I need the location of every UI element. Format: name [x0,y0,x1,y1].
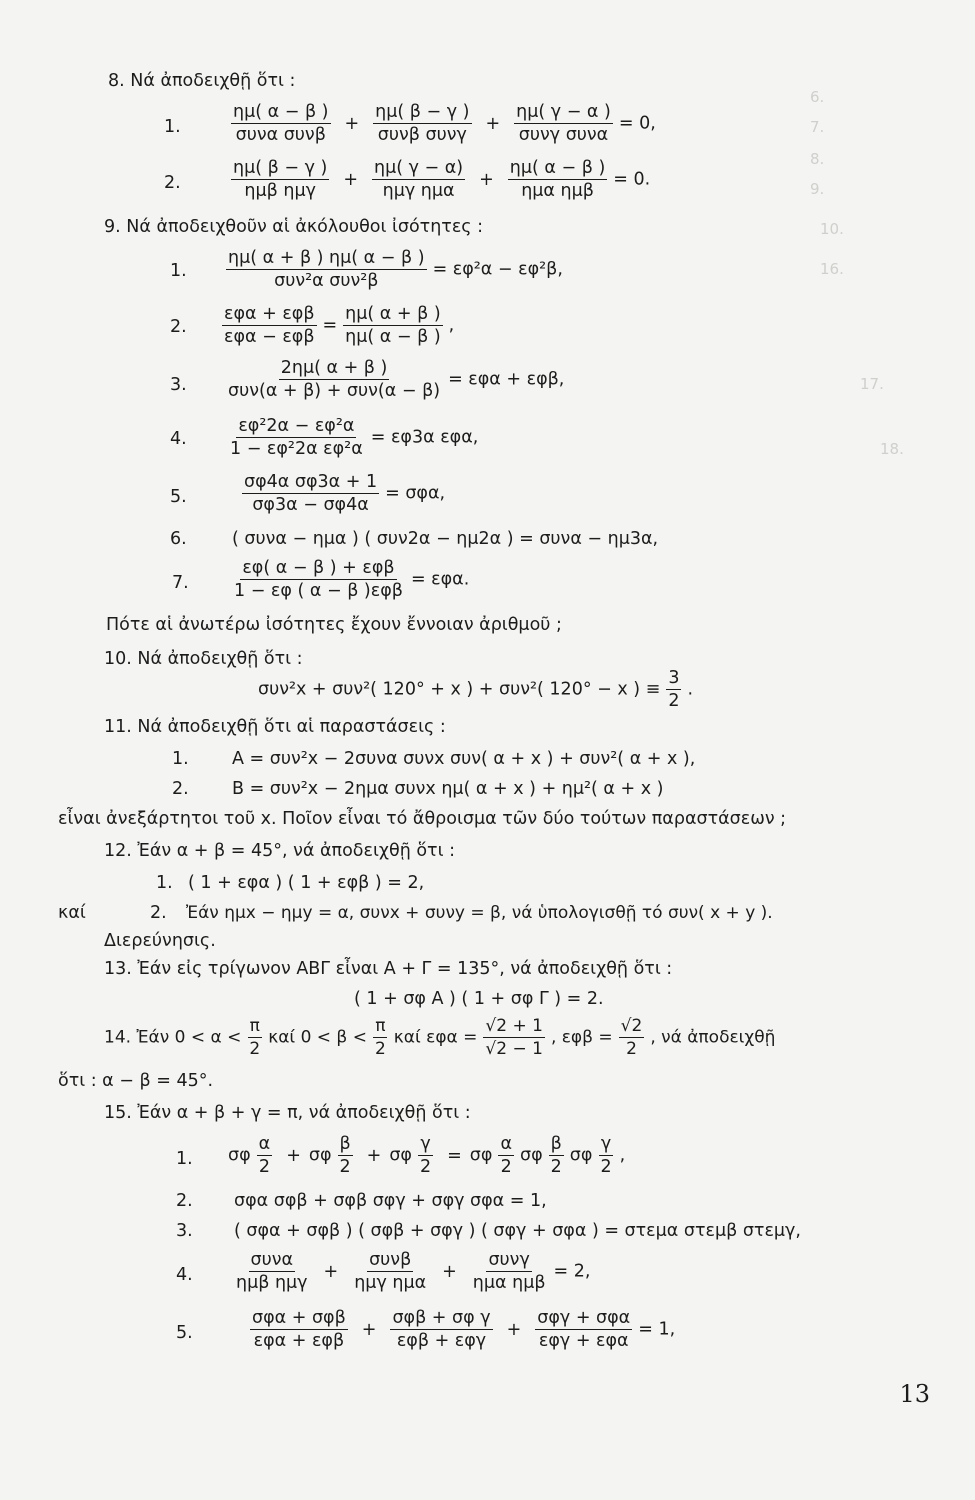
p9-item-1-number: 1. [170,261,187,281]
p11-item-2-number: 2. [172,779,189,799]
p9-note: Πότε αἱ ἀνωτέρω ἰσότητες ἔχουν ἔννοιαν ἀριθμοῦ ; [106,615,562,635]
p9-item-2-number: 2. [170,317,187,337]
p8-equation-1: $\frac{\eta\mu( \alpha - \beta )}{\text{συνα συνβ}}$ + $\frac{\eta\mu( \beta - \gamma )}{\text{συνβ συνγ}}$ + $\frac{\eta\mu( \gamma - \alpha )}{\text{συνγ συνα}}$ = 0, [233,102,656,145]
p11-item-1-number: 1. [172,749,189,769]
document-page: 6. 7. 8. 9. 10. 16. 17. 18. 8. Νά ἀποδειχθῇ ὅτι : 1. $\frac{\eta\mu( \alpha - \beta )}{\text{συνα συνβ}}$ + $\frac{\eta\mu( \beta - \gamma )}{\text{συνβ συνγ}}$ + $\frac{\eta\mu( \gamma - \alpha )}{\text{συνγ συνα}}$ = 0, 2. $\frac{\eta\mu( \beta - \gamma )}{\text{ημβ ημγ}}$ + $\frac{\eta\mu( \gamma - \alpha)}{\text{ημγ ημα}}$ + $\frac{\eta\mu( \alpha - \beta )}{\text{ημα ημβ}}$ = 0. 9. Νά ἀποδειχθοῦν αἱ ἀκόλουθοι ἰσότητες : 1. $\frac{\eta\mu( \alpha + \beta ) \eta\mu( \alpha - \beta )}{\text{συν²α συν²β}}$ = εφ²α − εφ²β, 2. $\frac{\text{εφα + εφβ}}{\text{εφα − εφβ}}$ = $\frac{\eta\mu( \alpha + \beta )}{\eta\mu( \alpha - \beta )}$ , 3. $\frac{2\eta\mu( \alpha + \beta )}{\text{συν(α + β) + συν(α − β)}}$ = εφα + εφβ, 4. $\frac{\text{εφ²2α − εφ²α}}{\text{1 − εφ²2α εφ²α}}$ = εφ3α εφα, 5. $\frac{\text{σφ4α σφ3α + 1}}{\sigma\varphi 3\alpha - \sigma\varphi 4\alpha}$ = σφα, 6. ( συνα − ημα ) ( συν2α − ημ2α ) = συνα − ημ3α, 7. $\frac{\text{εφ( α − β ) + εφβ}}{\text{1 − εφ ( α − β )εφβ}}$ = εφα. Πότε αἱ ἀνωτέρω ἰσότητες ἔχουν ἔννοιαν ἀριθμοῦ ; 10. Νά ἀποδειχθῇ ὅτι : συν²x + συν²( 120° + x ) + συν²( 120° − x ) ≡ $\frac{3}{2}$ . 11. Νά ἀποδειχθῇ ὅτι αἱ παραστάσεις : 1. Α = συν²x − 2συνα συνx συν( α + x ) + συν²( α + x ), 2. Β = συν²x − 2ημα συνx ημ( α + x ) + ημ²( α + x ) εἶναι ἀνεξάρτητοι τοῦ x. Ποῖον εἶναι τό ἄθροισμα τῶν δύο τούτων παραστάσεων ; 12. Ἐάν α + β = 45°, νά ἀποδειχθῇ ὅτι : 1. ( 1 + εφα ) ( 1 + εφβ ) = 2, καί 2. Ἐάν ημx − ημy = α, συνx + συνy = β, νά ὑπολογισθῇ τό συν( x + y ). Διερεύνησις. 13. Ἐάν εἰς τρίγωνον ΑΒΓ εἶναι Α + Γ = 135°, νά ἀποδειχθῇ ὅτι : ( 1 + σφ Α ) ( 1 + σφ Γ ) = 2. 14. Ἐάν 0 < α < $\frac{\pi}{2}$ καί 0 < β < $\frac{\pi}{2}$ καί εφα = $\frac{√2 + 1}{√2 - 1}$ , εφβ = $\frac{√2}{2}$ , νά ἀποδειχθῇ ὅτι : α − β = 45°. 15. Ἐάν α + β + γ = π, νά ἀποδειχθῇ ὅτι : 1. σφ $\frac{\alpha}{2}$ + σφ $\frac{\beta}{2}$ + σφ $\frac{\gamma}{2}$ = σφ $\frac{\alpha}{2}$ σφ $\frac{\beta}{2}$ σφ $\frac{\gamma}{2}$ , 2. σφα σφβ + σφβ σφγ + σφγ σφα = 1, 3. ( σφα + σφβ ) ( σφβ + σφγ ) ( σφγ + σφα ) = στεμα στεμβ στεμγ, 4. $\frac{\text{συνα}}{\text{ημβ ημγ}}$ + $\frac{\text{συνβ}}{\text{ημγ ημα}}$ + $\frac{\text{συνγ}}{\text{ημα ημβ}}$ = 2, 5. $\frac{\text{σφα + σφβ}}{\text{εφα + εφβ}}$ + $\frac{\text{σφβ + σφ γ}}{\text{εφβ + εφγ}}$ + $\frac{\text{σφγ + σφα}}{\text{εφγ + εφα}}$ = 1, 13 [58,71,930,1408]
p14-tail: ὅτι : α − β = 45°. [58,1071,214,1091]
p15-item-2-number: 2. [176,1191,193,1211]
p9-item-3-number: 3. [170,375,187,395]
p9-equation-6: ( συνα − ημα ) ( συν2α − ημ2α ) = συνα − ημ3α, [232,529,659,549]
problem-10-heading: 10. Νά ἀποδειχθῇ ὅτι : [104,649,303,669]
p15-item-4-number: 4. [176,1265,193,1285]
p15-equation-5: $\frac{\text{σφα + σφβ}}{\text{εφα + εφβ}}$ + $\frac{\text{σφβ + σφ γ}}{\text{εφβ + εφγ}}$ + $\frac{\text{σφγ + σφα}}{\text{εφγ + εφα}}$ = 1, [252,1308,676,1351]
p12-tail: Διερεύνησις. [104,931,216,951]
page-number: 13 [899,1380,930,1408]
p9-equation-4: $\frac{\text{εφ²2α − εφ²α}}{\text{1 − εφ²2α εφ²α}}$ = εφ3α εφα, [230,416,479,459]
problem-8-heading: 8. Νά ἀποδειχθῇ ὅτι : [108,71,296,91]
p11-tail: εἶναι ἀνεξάρτητοι τοῦ x. Ποῖον εἶναι τό ἄθροισμα τῶν δύο τούτων παραστάσεων ; [58,809,787,829]
p12-item-2-number: 2. [150,903,167,923]
p12-item-1-number: 1. [156,873,173,893]
p9-equation-3: $\frac{2\eta\mu( \alpha + \beta )}{\text{συν(α + β) + συν(α − β)}}$ = εφα + εφβ, [228,358,565,401]
p15-item-3-number: 3. [176,1221,193,1241]
p9-equation-2: $\frac{\text{εφα + εφβ}}{\text{εφα − εφβ}}$ = $\frac{\eta\mu( \alpha + \beta )}{\eta\mu( \alpha - \beta )}$ , [224,304,455,347]
p13-equation: ( 1 + σφ Α ) ( 1 + σφ Γ ) = 2. [354,989,604,1009]
problem-13-heading: 13. Ἐάν εἰς τρίγωνον ΑΒΓ εἶναι Α + Γ = 135°, νά ἀποδειχθῇ ὅτι : [104,959,673,979]
p8-equation-2: $\frac{\eta\mu( \beta - \gamma )}{\text{ημβ ημγ}}$ + $\frac{\eta\mu( \gamma - \alpha)}{\text{ημγ ημα}}$ + $\frac{\eta\mu( \alpha - \beta )}{\text{ημα ημβ}}$ = 0. [233,158,651,201]
p9-equation-1: $\frac{\eta\mu( \alpha + \beta ) \eta\mu( \alpha - \beta )}{\text{συν²α συν²β}}$ = εφ²α − εφ²β, [228,248,563,291]
problem-9-heading: 9. Νά ἀποδειχθοῦν αἱ ἀκόλουθοι ἰσότητες : [104,217,484,237]
problem-12-heading: 12. Ἐάν α + β = 45°, νά ἀποδειχθῇ ὅτι : [104,841,455,861]
problem-15-heading: 15. Ἐάν α + β + γ = π, νά ἀποδειχθῇ ὅτι : [104,1103,471,1123]
problem-11-heading: 11. Νά ἀποδειχθῇ ὅτι αἱ παραστάσεις : [104,717,446,737]
p15-equation-4: $\frac{\text{συνα}}{\text{ημβ ημγ}}$ + $\frac{\text{συνβ}}{\text{ημγ ημα}}$ + $\frac{\text{συνγ}}{\text{ημα ημβ}}$ = 2, [236,1250,591,1293]
p9-item-4-number: 4. [170,429,187,449]
p9-equation-5: $\frac{\text{σφ4α σφ3α + 1}}{\sigma\varphi 3\alpha - \sigma\varphi 4\alpha}$ = σφα, [244,472,446,515]
p8-item-2-number: 2. [164,173,181,193]
p15-item-5-number: 5. [176,1323,193,1343]
p9-item-7-number: 7. [172,573,189,593]
p12-equation-1: ( 1 + εφα ) ( 1 + εφβ ) = 2, [188,873,425,893]
p11-expression-2: Β = συν²x − 2ημα συνx ημ( α + x ) + ημ²( α + x ) [232,779,664,799]
p9-equation-7: $\frac{\text{εφ( α − β ) + εφβ}}{\text{1 − εφ ( α − β )εφβ}}$ = εφα. [234,558,470,601]
p15-item-1-number: 1. [176,1149,193,1169]
problem-14-statement: 14. Ἐάν 0 < α < $\frac{\pi}{2}$ καί 0 < β < $\frac{\pi}{2}$ καί εφα = $\frac{√2 + 1}{√2 - 1}$ , εφβ = $\frac{√2}{2}$ , νά ἀποδειχθῇ [104,1016,776,1059]
p12-statement-2: Ἐάν ημx − ημy = α, συνx + συνy = β, νά ὑπολογισθῇ τό συν( x + y ). [186,903,773,923]
p10-equation: συν²x + συν²( 120° + x ) + συν²( 120° − x ) ≡ $\frac{3}{2}$ . [258,668,694,711]
p9-item-5-number: 5. [170,487,187,507]
p11-expression-1: Α = συν²x − 2συνα συνx συν( α + x ) + συν²( α + x ), [232,749,696,769]
p15-equation-2: σφα σφβ + σφβ σφγ + σφγ σφα = 1, [234,1191,547,1211]
p12-kai: καί [58,903,86,923]
p15-equation-3: ( σφα + σφβ ) ( σφβ + σφγ ) ( σφγ + σφα ) = στεμα στεμβ στεμγ, [234,1221,801,1241]
p15-equation-1: σφ $\frac{\alpha}{2}$ + σφ $\frac{\beta}{2}$ + σφ $\frac{\gamma}{2}$ = σφ $\frac{\alpha}{2}$ σφ $\frac{\beta}{2}$ σφ $\frac{\gamma}{2}$ , [228,1134,626,1177]
p8-item-1-number: 1. [164,117,181,137]
p9-item-6-number: 6. [170,529,187,549]
